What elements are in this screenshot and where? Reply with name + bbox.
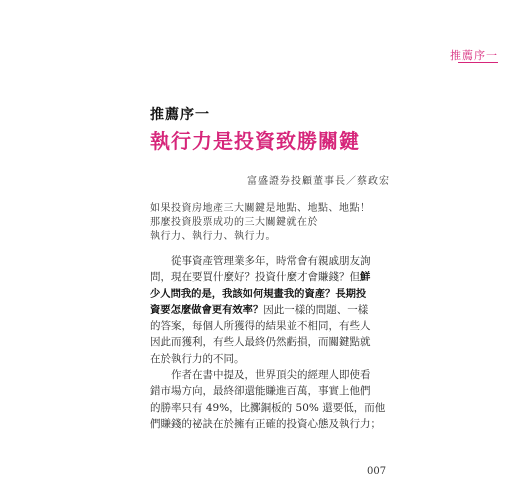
epigraph-line: 那麼投資股票成功的三大關鍵就在於 bbox=[150, 217, 318, 228]
body-text-span: 從事資產管理業多年，時常會有親戚朋友詢 bbox=[171, 255, 371, 267]
body-line bbox=[150, 253, 385, 269]
body-text-span: 錯市場方向，最終卻還能賺進百萬，事實上他們 bbox=[150, 385, 371, 398]
body-text-span: 問，現在要買什麼好？投資什麼才會賺錢？但 bbox=[150, 271, 360, 284]
author-byline: 富盛證券投顧董事長／蔡政宏 bbox=[247, 176, 390, 187]
body-text-span: 在於執行力的不同。 bbox=[150, 352, 245, 365]
body-line bbox=[150, 351, 385, 367]
body-line bbox=[150, 416, 385, 432]
body-text-span: 作者在書中提及，世界頂尖的經理人即使看 bbox=[171, 369, 371, 382]
running-head-rule bbox=[458, 62, 498, 63]
body-text bbox=[150, 253, 385, 432]
epigraph-line: 如果投資房地產三大關鍵是地點、地點、地點！ bbox=[150, 203, 371, 214]
body-line bbox=[150, 334, 385, 350]
body-bold-span: 少人問我的是，我該如何規畫我的資產？長期投 bbox=[150, 287, 367, 300]
body-text-span: 因此而獲利，有些人最終仍然虧損，而關鍵點就 bbox=[150, 336, 371, 349]
body-text-span: 的勝率只有 49%，比擲銅板的 50% 還要低，而他 bbox=[150, 401, 385, 414]
body-bold-span: 鮮 bbox=[360, 271, 371, 284]
running-head: 推薦序一 bbox=[450, 49, 498, 62]
chapter-title: 執行力是投資致勝關鍵 bbox=[150, 129, 360, 153]
body-line bbox=[150, 318, 385, 334]
body-text-span: 因此一樣的問題、一樣 bbox=[263, 303, 369, 316]
page-number: 007 bbox=[367, 466, 387, 477]
body-text-span: 們賺錢的祕訣在於擁有正確的投資心態及執行力； bbox=[150, 417, 381, 430]
body-line bbox=[150, 367, 385, 383]
body-bold-span: 資要怎麼做會更有效率？ bbox=[150, 303, 264, 316]
body-line bbox=[150, 269, 385, 285]
body-line bbox=[150, 400, 385, 416]
epigraph bbox=[150, 202, 390, 244]
body-line bbox=[150, 286, 385, 302]
epigraph-line: 執行力、執行力、執行力。 bbox=[150, 231, 276, 242]
section-label: 推薦序一 bbox=[150, 107, 210, 123]
body-text-span: 的答案，每個人所獲得的結果並不相同，有些人 bbox=[150, 320, 371, 333]
body-line bbox=[150, 383, 385, 399]
body-line bbox=[150, 302, 385, 318]
